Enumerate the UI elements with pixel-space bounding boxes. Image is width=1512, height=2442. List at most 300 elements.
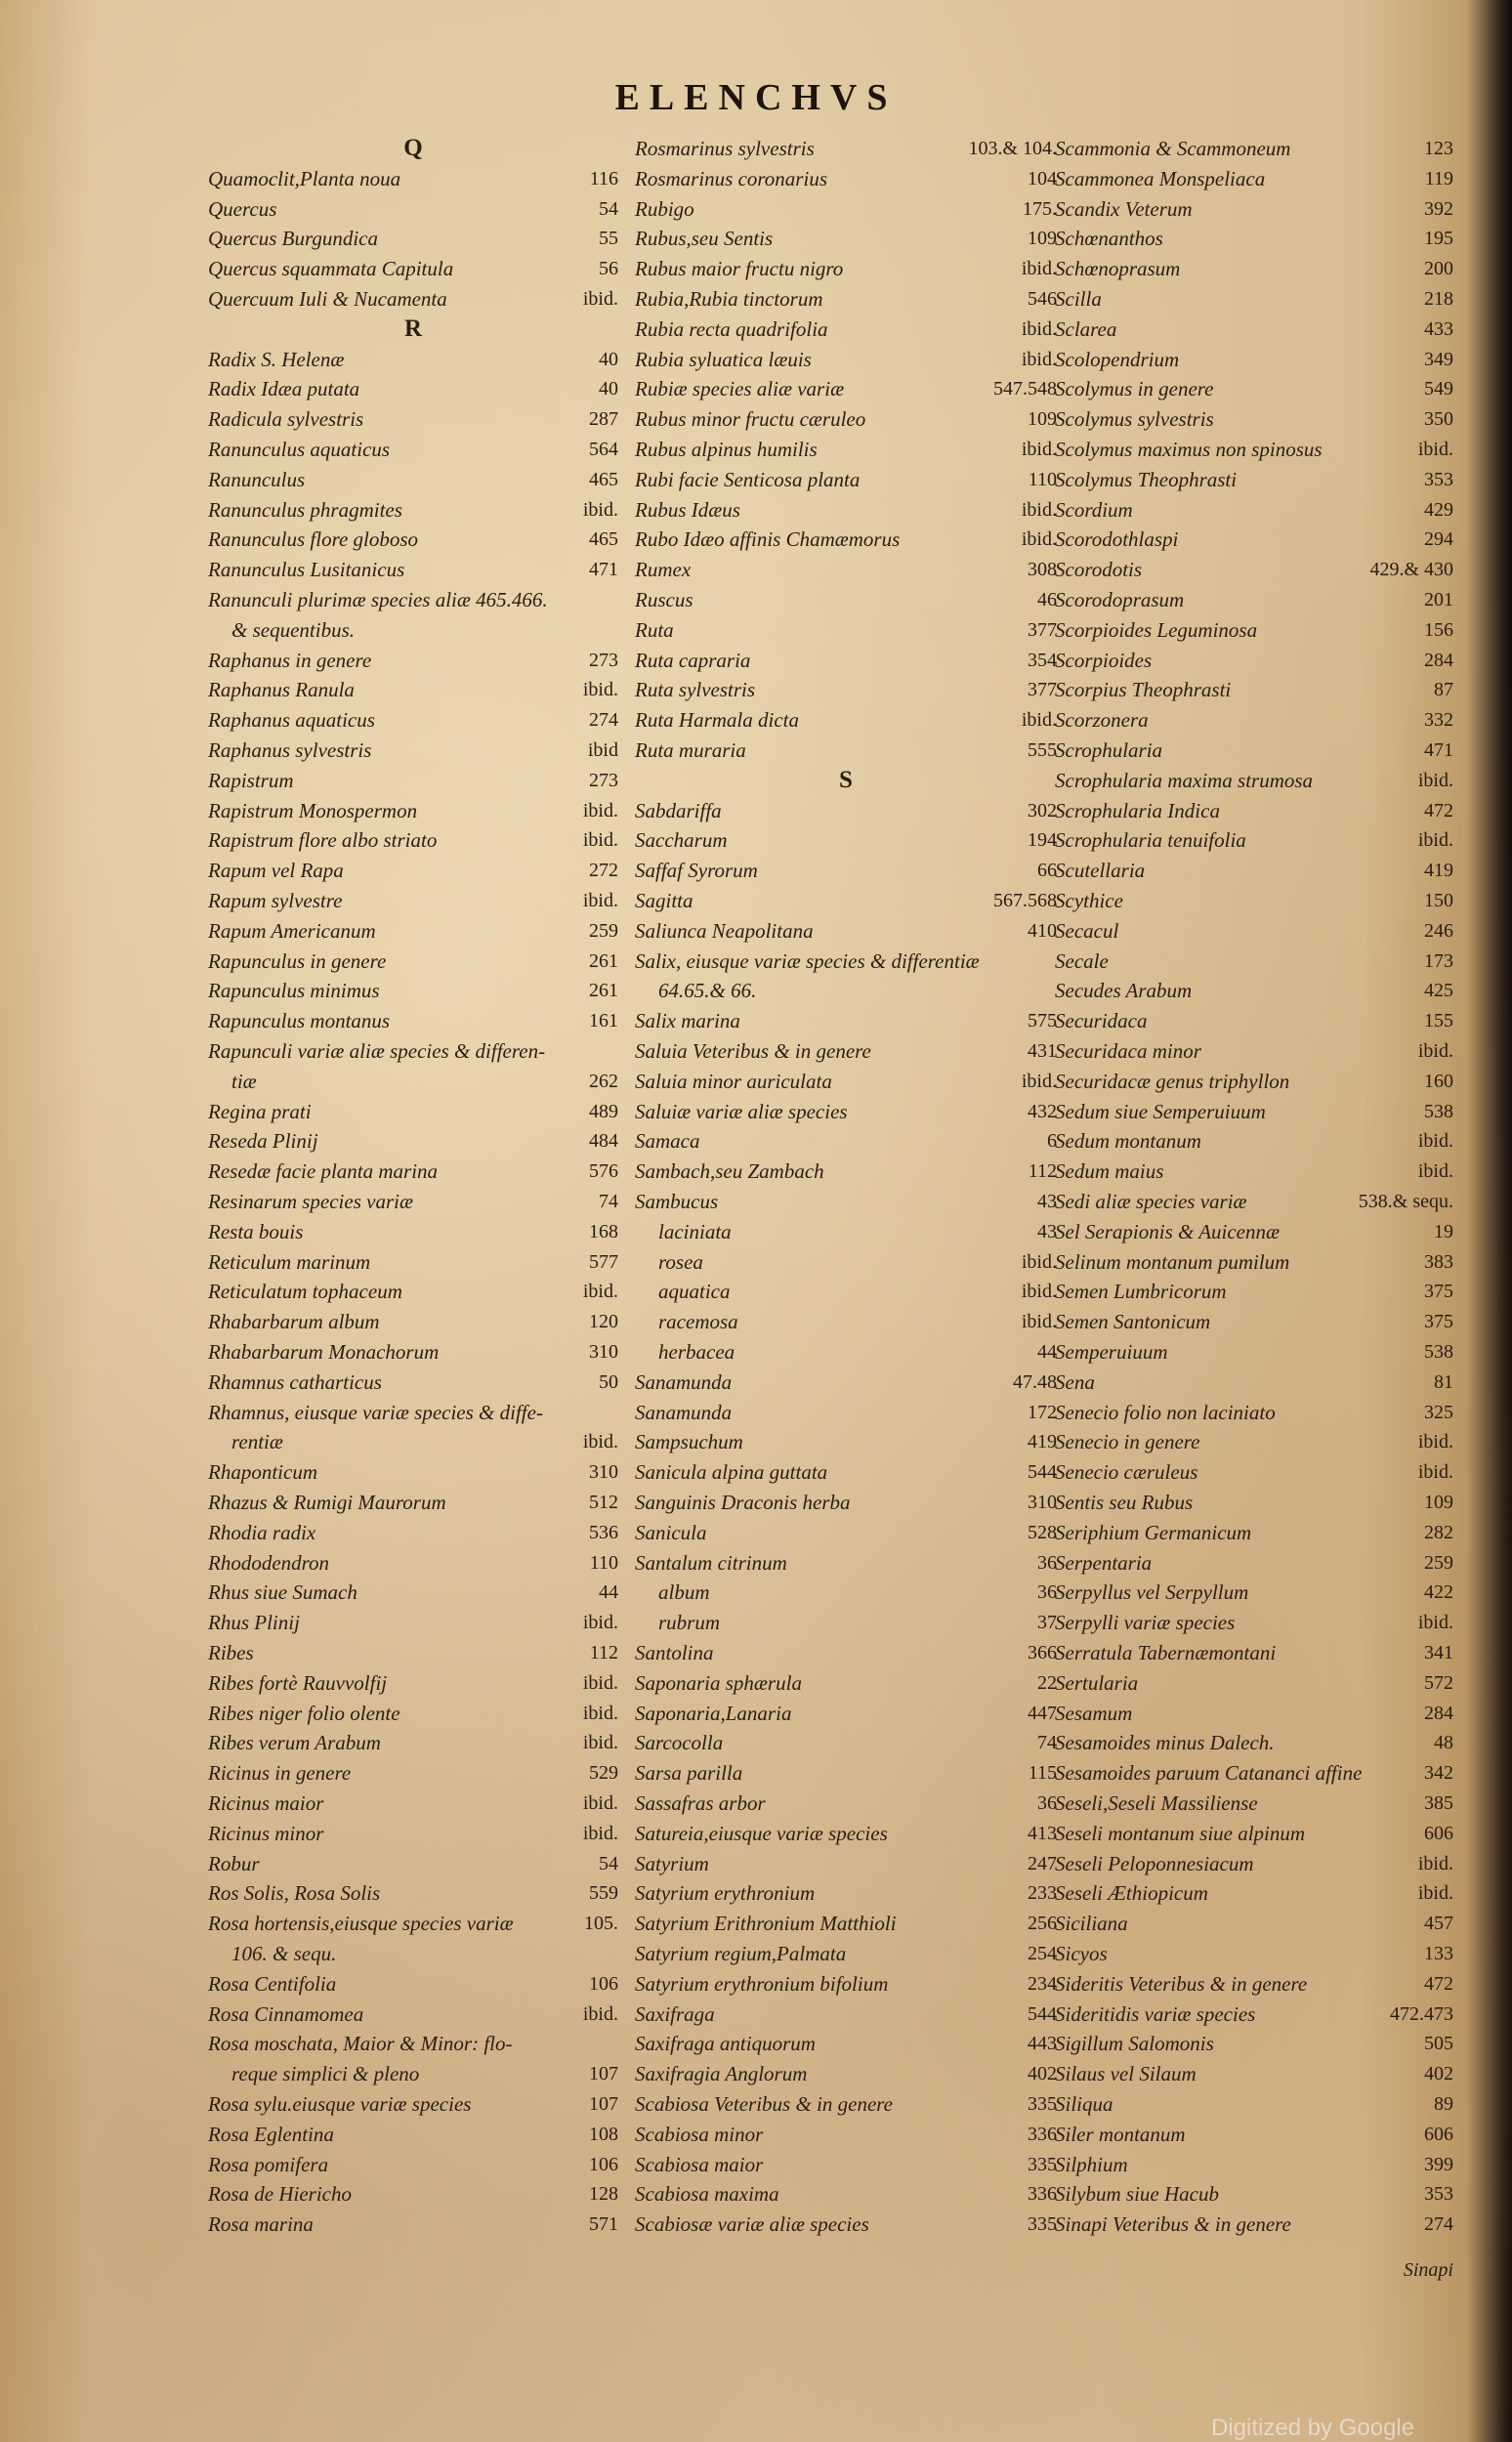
entry-page: 22 bbox=[1037, 1671, 1057, 1694]
entry-name: Rhodia radix bbox=[208, 1520, 316, 1544]
entry-page: 471 bbox=[1424, 739, 1453, 761]
index-entry bbox=[1055, 1728, 1453, 1757]
index-entry bbox=[1055, 856, 1453, 885]
index-entry bbox=[635, 2210, 1057, 2239]
entry-name: Sentis seu Rubus bbox=[1055, 1491, 1194, 1514]
index-entry bbox=[635, 1878, 1057, 1908]
index-entry bbox=[635, 1277, 1057, 1306]
entry-name: Rosa marina bbox=[208, 2212, 314, 2237]
index-entry bbox=[635, 1578, 1057, 1607]
entry-page: ibid. bbox=[1021, 348, 1057, 370]
entry-page: 425 bbox=[1424, 980, 1453, 1002]
index-entry bbox=[208, 886, 618, 915]
index-entry bbox=[208, 1067, 618, 1096]
entry-name: Satyrium bbox=[635, 1851, 709, 1875]
entry-page: 350 bbox=[1424, 408, 1453, 431]
entry-page: ibid. bbox=[582, 1822, 618, 1844]
entry-name: Rosa pomifera bbox=[208, 2152, 329, 2176]
index-entry bbox=[208, 1187, 618, 1216]
entry-page: 74 bbox=[599, 1191, 618, 1212]
index-entry bbox=[635, 1789, 1057, 1818]
entry-name: Raphanus sylvestris bbox=[208, 738, 372, 762]
entry-page: 402 bbox=[1424, 2063, 1453, 2085]
index-entry bbox=[635, 1036, 1057, 1066]
entry-name: Rhaponticum bbox=[208, 1460, 317, 1485]
index-entry bbox=[1055, 916, 1453, 946]
entry-page: ibid. bbox=[582, 1671, 618, 1694]
entry-page: 538.& sequ. bbox=[1358, 1191, 1453, 1212]
entry-page: ibid. bbox=[1417, 1852, 1453, 1874]
entry-name: Seriphium Germanicum bbox=[1055, 1520, 1252, 1544]
entry-name: Rhabarbarum Monachorum bbox=[208, 1340, 440, 1364]
entry-name: Secudes Arabum bbox=[1055, 979, 1193, 1003]
entry-name: Raphanus Ranula bbox=[208, 678, 355, 702]
entry-page: 36 bbox=[1037, 1551, 1057, 1574]
entry-name: Sagitta bbox=[635, 889, 693, 912]
entry-page: ibid. bbox=[582, 498, 618, 521]
entry-name: Sabdariffa bbox=[635, 798, 722, 822]
index-entry bbox=[1055, 1277, 1453, 1306]
entry-page: 529 bbox=[589, 1762, 618, 1785]
index-entry bbox=[208, 796, 618, 825]
entry-name: Ribes fortè Rauvvolfij bbox=[208, 1670, 388, 1695]
index-entry bbox=[635, 947, 1057, 976]
entry-page: 433 bbox=[1424, 317, 1453, 340]
entry-page: 110 bbox=[1028, 468, 1057, 490]
index-entry bbox=[208, 1006, 618, 1035]
entry-page: 150 bbox=[1424, 890, 1453, 911]
entry-name: aquatica bbox=[658, 1280, 731, 1304]
index-entry bbox=[635, 825, 1057, 855]
entry-page: 284 bbox=[1424, 1702, 1453, 1724]
entry-page: 310 bbox=[589, 1341, 618, 1363]
entry-name: Sedum montanum bbox=[1055, 1129, 1201, 1154]
index-entry bbox=[1055, 615, 1453, 645]
entry-name: Rapistrum Monospermon bbox=[208, 798, 418, 822]
entry-page: 472.473 bbox=[1390, 2002, 1453, 2025]
index-entry bbox=[635, 1126, 1057, 1156]
index-entry bbox=[1055, 224, 1453, 253]
entry-name: Saluia Veteribus & in genere bbox=[635, 1039, 871, 1063]
entry-name: Rhus siue Sumach bbox=[208, 1580, 357, 1605]
index-entry bbox=[1055, 976, 1453, 1005]
entry-page: 256 bbox=[1028, 1913, 1057, 1935]
entry-page: 471 bbox=[589, 559, 618, 581]
entry-name: Sanicula bbox=[635, 1520, 707, 1544]
index-entry bbox=[635, 555, 1057, 584]
index-entry bbox=[208, 1819, 618, 1848]
entry-name: Samaca bbox=[635, 1129, 700, 1154]
entry-page: 46 bbox=[1037, 589, 1057, 610]
entry-name: Rapum Americanum bbox=[208, 918, 376, 943]
index-entry bbox=[1055, 1849, 1453, 1878]
entry-page: 575 bbox=[1028, 1010, 1057, 1032]
index-entry bbox=[635, 1006, 1057, 1035]
entry-page: 429.& 430 bbox=[1369, 559, 1453, 581]
index-entry bbox=[635, 1638, 1057, 1667]
entry-page: 44 bbox=[1037, 1341, 1057, 1363]
entry-name: Radix S. Helenæ bbox=[208, 347, 345, 371]
index-entry bbox=[635, 1608, 1057, 1637]
entry-name: Sarsa parilla bbox=[635, 1761, 743, 1786]
entry-name: Ribes verum Arabum bbox=[208, 1731, 381, 1755]
entry-name: Scorodotis bbox=[1055, 558, 1143, 582]
index-entry bbox=[208, 736, 618, 765]
entry-name: Quercus squammata Capitula bbox=[208, 257, 454, 281]
entry-page: 402 bbox=[1028, 2063, 1057, 2085]
entry-name: Rosa Centifolia bbox=[208, 1971, 337, 1996]
index-entry bbox=[635, 2179, 1057, 2209]
entry-name: Senecio cæruleus bbox=[1055, 1460, 1198, 1485]
entry-name: Ruta Harmala dicta bbox=[635, 708, 799, 733]
index-entry bbox=[208, 164, 618, 193]
catchword: Sinapi bbox=[1403, 2259, 1453, 2281]
entry-name: Scorodoprasum bbox=[1055, 588, 1185, 611]
section-letter bbox=[208, 315, 618, 344]
index-entry bbox=[1055, 1909, 1453, 1938]
entry-page: 335 bbox=[1028, 2153, 1057, 2175]
entry-name: Rapunculi variæ aliæ species & differen- bbox=[208, 1039, 546, 1063]
entry-name: Rhamnus catharticus bbox=[208, 1369, 382, 1394]
entry-page: 375 bbox=[1424, 1311, 1453, 1333]
entry-name: Rosa Cinnamomea bbox=[208, 2001, 364, 2026]
entry-name: Rosa moschata, Maior & Minor: flo- bbox=[208, 2032, 513, 2056]
index-entry bbox=[635, 1969, 1057, 1999]
entry-page: 302 bbox=[1028, 799, 1057, 821]
entry-page: ibid. bbox=[1021, 317, 1057, 340]
entry-name: Selinum montanum pumilum bbox=[1055, 1249, 1290, 1274]
index-entry bbox=[635, 345, 1057, 374]
index-entry bbox=[635, 1457, 1057, 1487]
index-entry bbox=[635, 2000, 1057, 2029]
entry-name: Rubus minor fructu cæruleo bbox=[635, 407, 866, 432]
entry-page: ibid. bbox=[1417, 1040, 1453, 1062]
index-entry bbox=[635, 164, 1057, 193]
entry-name: Salix marina bbox=[635, 1009, 740, 1033]
index-entry bbox=[1055, 1819, 1453, 1848]
index-entry bbox=[208, 1398, 618, 1427]
entry-page: 413 bbox=[1028, 1822, 1057, 1844]
index-entry bbox=[1055, 1789, 1453, 1818]
entry-name: Scolymus in genere bbox=[1055, 377, 1214, 401]
entry-page: 571 bbox=[589, 2213, 618, 2236]
entry-page: 349 bbox=[1424, 348, 1453, 370]
entry-name: Ribes bbox=[208, 1641, 254, 1664]
entry-name: Senecio folio non laciniato bbox=[1055, 1400, 1276, 1424]
entry-page: 36 bbox=[1037, 1792, 1057, 1814]
entry-name: Seseli,Seseli Massiliense bbox=[1055, 1791, 1258, 1815]
entry-page: 119 bbox=[1424, 167, 1453, 189]
entry-page: ibid. bbox=[582, 1431, 618, 1453]
entry-page: ibid. bbox=[1417, 1612, 1453, 1634]
entry-page: 259 bbox=[589, 919, 618, 942]
entry-page: 325 bbox=[1424, 1401, 1453, 1423]
index-entry bbox=[1055, 825, 1453, 855]
entry-name: Scammonea Monspeliaca bbox=[1055, 166, 1266, 190]
entry-page: 308 bbox=[1028, 559, 1057, 581]
entry-page: 399 bbox=[1424, 2153, 1453, 2175]
entry-page: ibid bbox=[587, 739, 618, 761]
entry-name: 106. & sequ. bbox=[231, 1942, 337, 1965]
entry-name: Sicyos bbox=[1055, 1942, 1108, 1965]
index-entry bbox=[208, 1578, 618, 1607]
index-entry bbox=[208, 2089, 618, 2119]
entry-name: Silphium bbox=[1055, 2152, 1128, 2176]
index-entry bbox=[1055, 404, 1453, 434]
index-entry bbox=[208, 1036, 618, 1066]
entry-page: ibid. bbox=[1417, 439, 1453, 460]
index-entry bbox=[635, 1849, 1057, 1878]
index-entry bbox=[208, 2059, 618, 2088]
entry-name: Semperuiuum bbox=[1055, 1340, 1168, 1364]
entry-name: Scolymus Theophrasti bbox=[1055, 467, 1238, 491]
entry-page: 44 bbox=[599, 1581, 618, 1604]
index-entry bbox=[208, 675, 618, 704]
entry-name: Rhazus & Rumigi Maurorum bbox=[208, 1491, 446, 1514]
entry-name: Scrophularia Indica bbox=[1055, 798, 1220, 822]
entry-name: Sarcocolla bbox=[635, 1731, 724, 1755]
index-entry bbox=[1055, 1878, 1453, 1908]
entry-page: 36 bbox=[1037, 1581, 1057, 1604]
index-entry bbox=[208, 947, 618, 976]
entry-name: Rhus Plinij bbox=[208, 1611, 300, 1635]
index-entry bbox=[1055, 2059, 1453, 2088]
entry-name: Securidaca minor bbox=[1055, 1039, 1201, 1063]
entry-page: ibid. bbox=[582, 2002, 618, 2025]
entry-name: Rubus,seu Sentis bbox=[635, 227, 774, 251]
entry-page: 375 bbox=[1424, 1281, 1453, 1303]
entry-page: 341 bbox=[1424, 1642, 1453, 1663]
index-entry bbox=[635, 224, 1057, 253]
index-entry bbox=[635, 1067, 1057, 1096]
entry-page: 87 bbox=[1434, 679, 1453, 701]
entry-page: 377 bbox=[1028, 618, 1057, 641]
index-entry bbox=[1055, 435, 1453, 464]
entry-page: ibid. bbox=[1021, 1070, 1057, 1092]
index-entry bbox=[208, 224, 618, 253]
entry-page: 161 bbox=[589, 1010, 618, 1032]
index-entry bbox=[635, 315, 1057, 344]
entry-page: 544 bbox=[1028, 2002, 1057, 2025]
index-entry bbox=[635, 1939, 1057, 1968]
entry-page: 342 bbox=[1424, 1762, 1453, 1785]
entry-page: 284 bbox=[1424, 649, 1453, 671]
entry-name: Rubus Idæus bbox=[635, 497, 740, 522]
entry-name: Ranunculi plurimæ species aliæ 465.466. bbox=[208, 588, 548, 611]
index-entry bbox=[635, 1097, 1057, 1126]
entry-name: Rhabarbarum album bbox=[208, 1310, 380, 1334]
entry-page: 383 bbox=[1424, 1250, 1453, 1273]
entry-name: Sena bbox=[1055, 1369, 1095, 1394]
index-entry bbox=[1055, 525, 1453, 554]
index-entry bbox=[208, 1789, 618, 1818]
entry-page: 273 bbox=[589, 769, 618, 791]
entry-page: 234 bbox=[1028, 1972, 1057, 1995]
entry-page: 282 bbox=[1424, 1521, 1453, 1543]
letter-label: R bbox=[403, 315, 423, 342]
entry-name: Scrophularia tenuifolia bbox=[1055, 828, 1246, 853]
index-entry bbox=[1055, 315, 1453, 344]
entry-page: 392 bbox=[1424, 197, 1453, 220]
index-entry bbox=[1055, 1699, 1453, 1728]
entry-name: Scilla bbox=[1055, 287, 1102, 311]
index-entry bbox=[208, 555, 618, 584]
entry-page: 105. bbox=[584, 1913, 618, 1935]
index-entry bbox=[635, 1307, 1057, 1336]
entry-name: Rapunculus minimus bbox=[208, 979, 380, 1003]
index-entry bbox=[208, 1518, 618, 1547]
entry-name: Scandix Veterum bbox=[1055, 196, 1193, 221]
index-entry bbox=[208, 1939, 618, 1968]
entry-name: Sideritidis variæ species bbox=[1055, 2001, 1256, 2026]
entry-name: Scordium bbox=[1055, 497, 1133, 522]
entry-page: 366 bbox=[1028, 1642, 1057, 1663]
entry-name: Santalum citrinum bbox=[635, 1550, 787, 1575]
entry-name: Rapistrum flore albo striato bbox=[208, 828, 438, 853]
entry-page: 353 bbox=[1424, 2183, 1453, 2206]
entry-name: Resta bouis bbox=[208, 1219, 304, 1243]
entry-page: 332 bbox=[1424, 709, 1453, 732]
entry-page: ibid. bbox=[1417, 1431, 1453, 1453]
entry-page: ibid. bbox=[1417, 769, 1453, 791]
entry-name: Rosa sylu.eiusque variæ species bbox=[208, 2092, 472, 2116]
entry-page: 200 bbox=[1424, 258, 1453, 280]
entry-name: Radix Idæa putata bbox=[208, 377, 360, 401]
entry-name: Saponaria sphærula bbox=[635, 1670, 802, 1695]
index-entry bbox=[208, 646, 618, 675]
entry-name: Rapum vel Rapa bbox=[208, 859, 344, 883]
index-entry bbox=[1055, 2179, 1453, 2209]
entry-name: Scrophularia maxima strumosa bbox=[1055, 768, 1314, 792]
entry-name: rosea bbox=[658, 1249, 703, 1274]
entry-name: album bbox=[658, 1580, 710, 1605]
entry-page: 233 bbox=[1028, 1882, 1057, 1905]
entry-name: Ranunculus flore globoso bbox=[208, 527, 419, 552]
index-entry bbox=[208, 856, 618, 885]
entry-page: 6 bbox=[1047, 1130, 1057, 1153]
index-entry bbox=[1055, 1608, 1453, 1637]
index-entry bbox=[1055, 1036, 1453, 1066]
entry-page: 472 bbox=[1424, 799, 1453, 821]
index-entry bbox=[635, 1668, 1057, 1698]
entry-name: Saluiæ variæ aliæ species bbox=[635, 1099, 848, 1123]
entry-name: Rubia syluatica læuis bbox=[635, 347, 812, 371]
entry-name: Sel Serapionis & Auicennæ bbox=[1055, 1219, 1281, 1243]
entry-name: Scammonia & Scammoneum bbox=[1055, 137, 1291, 160]
index-entry bbox=[635, 254, 1057, 283]
entry-page: ibid. bbox=[582, 829, 618, 852]
index-entry bbox=[1055, 1457, 1453, 1487]
entry-page: 259 bbox=[1424, 1551, 1453, 1574]
entry-name: Saxifraga bbox=[635, 2001, 715, 2026]
entry-name: Scorzonera bbox=[1055, 708, 1149, 733]
entry-name: Secacul bbox=[1055, 918, 1119, 943]
entry-page: 173 bbox=[1424, 949, 1453, 972]
entry-name: Quercus Burgundica bbox=[208, 227, 378, 251]
entry-page: 419 bbox=[1028, 1431, 1057, 1453]
entry-name: Rosa Eglentina bbox=[208, 2122, 334, 2146]
entry-name: Ruta muraria bbox=[635, 738, 746, 762]
entry-page: 48 bbox=[1434, 1732, 1453, 1754]
index-entry bbox=[208, 435, 618, 464]
entry-page: 261 bbox=[589, 980, 618, 1002]
index-entry bbox=[208, 1488, 618, 1517]
index-entry bbox=[1055, 1398, 1453, 1427]
index-entry bbox=[208, 1699, 618, 1728]
index-entry bbox=[1055, 886, 1453, 915]
index-entry bbox=[635, 2120, 1057, 2149]
entry-page: ibid. bbox=[1417, 1461, 1453, 1484]
entry-name: Ruta bbox=[635, 617, 674, 642]
index-entry bbox=[1055, 585, 1453, 614]
entry-name: Sambach,seu Zambach bbox=[635, 1159, 824, 1184]
entry-page: 168 bbox=[589, 1220, 618, 1242]
index-entry bbox=[1055, 1758, 1453, 1788]
entry-name: Rubi facie Senticosa planta bbox=[635, 467, 861, 491]
entry-name: Resinarum species variæ bbox=[208, 1190, 413, 1213]
entry-page: 261 bbox=[589, 949, 618, 972]
entry-name: Satyrium regium,Palmata bbox=[635, 1942, 847, 1965]
index-entry bbox=[635, 435, 1057, 464]
index-entry bbox=[208, 374, 618, 403]
entry-page: ibid. bbox=[1021, 498, 1057, 521]
index-entry bbox=[208, 465, 618, 494]
entry-name: Sedum siue Semperuiuum bbox=[1055, 1099, 1266, 1123]
index-entry bbox=[208, 615, 618, 645]
entry-name: Sanamunda bbox=[635, 1369, 733, 1394]
entry-name: Satyrium Erithronium Matthioli bbox=[635, 1912, 897, 1936]
index-entry bbox=[208, 585, 618, 614]
index-entry bbox=[208, 345, 618, 374]
entry-name: Secale bbox=[1055, 948, 1109, 973]
entry-page: 457 bbox=[1424, 1913, 1453, 1935]
entry-page: 112 bbox=[589, 1642, 618, 1663]
index-entry bbox=[635, 886, 1057, 915]
entry-page: 512 bbox=[589, 1492, 618, 1513]
entry-page: ibid. bbox=[582, 288, 618, 310]
entry-name: Saccharum bbox=[635, 828, 728, 853]
index-entry bbox=[208, 766, 618, 795]
entry-name: Raphanus in genere bbox=[208, 648, 372, 672]
entry-name: Sclarea bbox=[1055, 316, 1117, 341]
entry-name: Sigillum Salomonis bbox=[1055, 2032, 1214, 2056]
index-entry bbox=[635, 1699, 1057, 1728]
index-entry bbox=[208, 1909, 618, 1938]
entry-name: Silaus vel Silaum bbox=[1055, 2062, 1197, 2086]
index-entry bbox=[635, 1247, 1057, 1277]
entry-name: Raphanus aquaticus bbox=[208, 708, 375, 733]
index-entry bbox=[1055, 646, 1453, 675]
entry-page: 106 bbox=[589, 1972, 618, 1995]
entry-name: Santolina bbox=[635, 1641, 714, 1664]
entry-page: 175. bbox=[1023, 197, 1057, 220]
index-entry bbox=[635, 404, 1057, 434]
entry-page: 81 bbox=[1434, 1370, 1453, 1393]
entry-name: Siciliana bbox=[1055, 1912, 1128, 1936]
index-entry bbox=[208, 1969, 618, 1999]
index-entry bbox=[1055, 194, 1453, 224]
entry-name: Sideritis Veteribus & in genere bbox=[1055, 1971, 1308, 1996]
entry-name: Schœnoprasum bbox=[1055, 257, 1181, 281]
index-entry bbox=[635, 2150, 1057, 2179]
index-entry bbox=[208, 1878, 618, 1908]
entry-name: Scabiosa maior bbox=[635, 2152, 764, 2176]
entry-name: Senecio in genere bbox=[1055, 1430, 1200, 1454]
entry-name: Rhamnus, eiusque variæ species & diffe- bbox=[208, 1400, 543, 1424]
entry-name: Robur bbox=[208, 1851, 260, 1875]
index-entry bbox=[208, 2000, 618, 2029]
index-entry bbox=[208, 2150, 618, 2179]
